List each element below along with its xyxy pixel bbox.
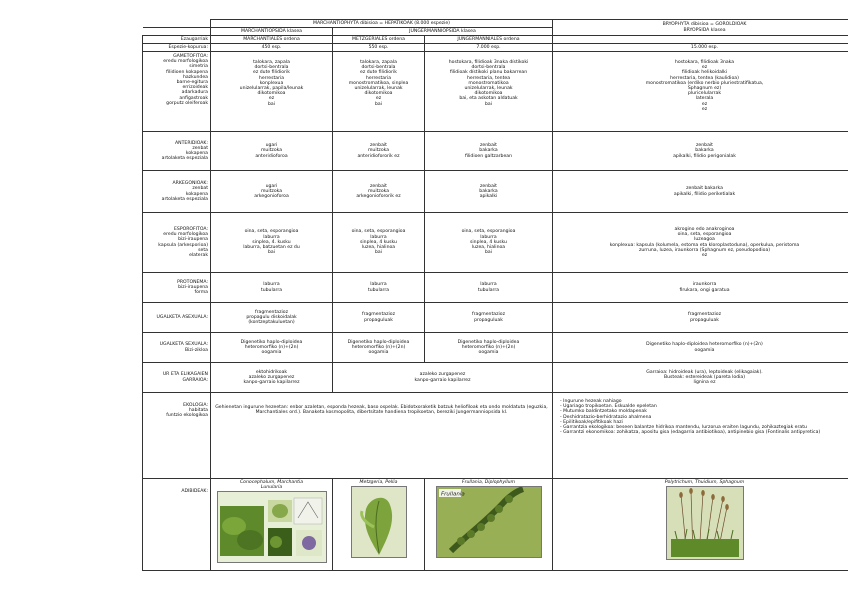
ugalketa-sexuala-metzgeriales: Digenetiko haplo-diploidea heteromorfiko (n)+(2n) oogamia <box>333 333 425 363</box>
ezaugarriak-label: Ezaugarriak <box>143 36 211 44</box>
ugalketa-sexuala-bryopsida: Digenetiko haplo-diploidea heteromorfiko (n)+(2n) oogamia <box>553 333 848 363</box>
gametofitoa-bryopsida: hostokara, filidioak 3naka ez filidioak helikoidalki herrestaria, tentea (kaulidioa) monostromatikoa (erdiko nerbio pluriestratifikatua, Sphagnum ez) pluricelularrak laterala ez ez <box>553 52 848 132</box>
ugalketa-asexuala-label: UGALKETA ASEXUALA: <box>143 303 211 333</box>
protonema-label: PROTONEMA: bizi-iraupena forma <box>143 273 211 303</box>
ugalketa-sexuala-label: UGALKETA SEXUALA: Bizi-zikloa <box>143 333 211 363</box>
ekologia-label: EKOLOGIA: habitata funtzio ekologikoa <box>143 393 211 479</box>
species-count-marchantiales: 450 esp. <box>211 44 333 52</box>
ekologia-bryophyta <box>553 393 848 479</box>
anteridioak-metzgeriales: zenbait muitzoka anteridiofororik ez <box>333 132 425 171</box>
order-marchantiales: MARCHANTIALES ordena <box>211 36 333 44</box>
order-jungermanniales: JUNGERMANNIALES ordena <box>425 36 553 44</box>
marchantiophyta-header: MARCHANTIOPHYTA dibisioa = HEPATIKOAK (8.000 espezie) <box>211 20 553 28</box>
ekologia-marchantiophyta: Gehienetan ingurune hezeetan: enbor azaletan, esponda hezeak, baso ospelak. Ebidotxoraketik batzuk heliofiloak eta ondo moldatuta (eguzkia, Marchantiales ord.). Banaketa kosmopolita, dibertsitate handiena tropikoetan, bereziki Jungermanniopsida kl. <box>211 393 553 479</box>
adibideak-jungermanniales <box>425 479 553 571</box>
arkegonioak-label: ARKEGONIOAK: zenbat kokapena artolaketa espeziala <box>143 171 211 213</box>
arkegonioak-jungermanniales: zenbait bakarka apikalki <box>425 171 553 213</box>
garraioa-jungermanniopsida: azaleko zurgapenez kanpo-garraio kapilarrez <box>333 363 553 393</box>
esporofitoa-bryopsida: akrogino edo anakroginoa oina, seta, esporangioa luzeagoa konplexua: kapsula (kolumela, estoma eta kloroplastoduna), operkulua, peristoma zurruna, luzea, iraunkorra (Sphagnum ez, pseudopodioa) ez <box>553 213 848 273</box>
marchantia-photo <box>217 491 327 563</box>
garraioa-bryopsida: Garraioa: hidroideak (ura), leptoideak (elikagaiak). Busteak: estereideak (pareta lodia) lignina ez <box>553 363 848 393</box>
ekologia-item: - Epilitikoak/epifitikoak hazi <box>560 420 848 425</box>
esporofitoa-marchantiales: oina, seta, esporangioa laburra sinplea, 4. kusku laburra, batzuetan ez du bai <box>211 213 333 273</box>
adibideak-marchantiales-names: Conocephalum, Marchantia Lunularia <box>239 480 304 491</box>
blank-corner <box>143 20 211 28</box>
ekologia-item: - Garrantzia ekologikoa: beseen balantze hidrikoa mantendu, lurzorua eraiten lagundu, zohikaztegiak eratu <box>560 425 848 430</box>
polytrichum-photo <box>666 486 744 560</box>
ugalketa-asexuala-bryopsida: fragmentazioz propaguluak <box>553 303 848 333</box>
espezie-kopurua-label: Espezie-kopurua: <box>143 44 211 52</box>
ugalketa-sexuala-marchantiales: Digenetiko haplo-diploidea heteromorfiko (n)+(2n) oogamia <box>211 333 333 363</box>
gametofitoa-jungermanniales: hostokara, filidioak 3naka dístikoki dortsi-bentrala filidioak dístikoki planu bakarrean herrestaria, tentea monostromatikoa unizelularrak, leunak dikotomikoa bai, eta askotan aldatuak bai <box>425 52 553 132</box>
gametofitoa-label: GAMETOFITOA: eredu morfologikoa simetria filidioen kokapena hazkundea barne-egitura errizoideak adarkadura anfigastroak gorputz oleiferoak <box>143 52 211 132</box>
ekologia-item: - Ingurune hezeak nahiago <box>560 399 848 404</box>
garraioa-label: UR ETA ELIKAGAIEN GARRAIOA: <box>143 363 211 393</box>
frullania-photo <box>436 486 542 558</box>
adibideak-bryopsida-names: Polytrichum, Thuidium, Sphagnum <box>664 480 745 485</box>
gametofitoa-marchantiales: talokara, zapala dortsi-bentrala ez dute filidiorik herrestaria konplexua unizelularrak, papila/leunak dikotomikoa ez bai <box>211 52 333 132</box>
adibideak-metzgeriales-names: Metzgeria, Pellia <box>359 480 398 485</box>
blank-corner-2 <box>143 28 211 36</box>
anteridioak-jungermanniales: zenbait bakarka filidioen galtzarbean <box>425 132 553 171</box>
ekologia-item: - Garrantzi ekonomikoa: zohikatza, apositu gisa (edagarria antibiotikoa), antipinebio gisa (Fontinalis antipyretica) <box>560 430 848 435</box>
marchantiopsida-class: MARCHANTIOPSIDA klasea <box>211 28 333 36</box>
species-count-bryopsida: 15.000 esp. <box>553 44 848 52</box>
protonema-bryopsida: iraunkorra firukara, ongi garatua <box>553 273 848 303</box>
ugalketa-asexuala-jungermanniales: fragmentazioz propaguluak <box>425 303 553 333</box>
frullania-photo-label: Frullania <box>440 491 465 498</box>
garraioa-marchantiopsida: ektohidrikoak azaleko zurgapenez kanpo-garraio kapilarrez <box>211 363 333 393</box>
ekologia-item: - Mutumko baldintzetako moldapenak <box>560 409 848 414</box>
esporofitoa-metzgeriales: oina, seta, esporangioa laburra sinplea, 4 kusku luzea, hialinoa bai <box>333 213 425 273</box>
anteridioak-bryopsida: zenbait bakarka apikalki, filidio perigonialak <box>553 132 848 171</box>
ekologia-item: - Deshidratazio-berhidratazio ahalmena <box>560 415 848 420</box>
ekologia-bryophyta-list <box>555 399 848 435</box>
species-count-jungermanniales: 7.000 esp. <box>425 44 553 52</box>
bryophyta-title: BRYOPHYTA dibisioa = GOROLDIOAK <box>662 21 747 27</box>
ugalketa-asexuala-marchantiales: fragmentazioz propagulu diskoidalak (kontzeptakuluetan) <box>211 303 333 333</box>
bryophyte-comparison-table <box>142 19 848 571</box>
arkegonioak-bryopsida: zenbait bakarka apikalki, filidio periketialak <box>553 171 848 213</box>
protonema-metzgeriales: laburra tubularra <box>333 273 425 303</box>
esporofitoa-jungermanniales: oina, seta, esporangioa laburra sinplea, 4 kusku luzea, hialinoa bai <box>425 213 553 273</box>
esporofitoa-label: ESPOROFITOA: eredu morfologikoa bizi-iraupena kapsula (arkesporioa) seta elaterak <box>143 213 211 273</box>
arkegonioak-metzgeriales: zenbait muitzoka arkegoniofororik ez <box>333 171 425 213</box>
adibideak-marchantiales <box>211 479 333 571</box>
ugalketa-sexuala-jungermanniales: Digenetiko haplo-diploidea heteromorfiko (n)+(2n) oogamia <box>425 333 553 363</box>
anteridioak-label: ANTERIDIOAK: zenbat kokapena artolaketa espeziala <box>143 132 211 171</box>
gametofitoa-metzgeriales: talokara, zapala dortsi-bentrala ez dute filidiorik herrestaria monostromatikoa, sinplea unizelularrak, leunak dikotomikoa ez bai <box>333 52 425 132</box>
anteridioak-marchantiales: ugari muitzoka anteridioforoa <box>211 132 333 171</box>
arkegonioak-marchantiales: ugari muitzoka arkegonioforoa <box>211 171 333 213</box>
protonema-marchantiales: laburra tubularra <box>211 273 333 303</box>
adibideak-metzgeriales <box>333 479 425 571</box>
ekologia-item: - Ugariago tropikoetan. Eskualde epeletan <box>560 404 848 409</box>
jungermanniopsida-class: JUNGERMANNIOPSIDA klasea <box>333 28 553 36</box>
adibideak-label: ADIBIDEAK: <box>143 479 211 571</box>
order-blank <box>553 36 848 44</box>
protonema-jungermanniales: laburra tubularra <box>425 273 553 303</box>
species-count-metzgeriales: 550 esp. <box>333 44 425 52</box>
adibideak-bryopsida <box>553 479 848 571</box>
adibideak-jungermanniales-names: Frullania, Diplophyllum <box>461 480 516 485</box>
bryophyta-header <box>553 20 848 36</box>
order-metzgeriales: METZGERIALES ordena <box>333 36 425 44</box>
ugalketa-asexuala-metzgeriales: fragmentazioz propaguluak <box>333 303 425 333</box>
bryopsida-class: BRYOPSIDA klasea <box>683 27 726 33</box>
pellia-photo <box>351 486 407 558</box>
